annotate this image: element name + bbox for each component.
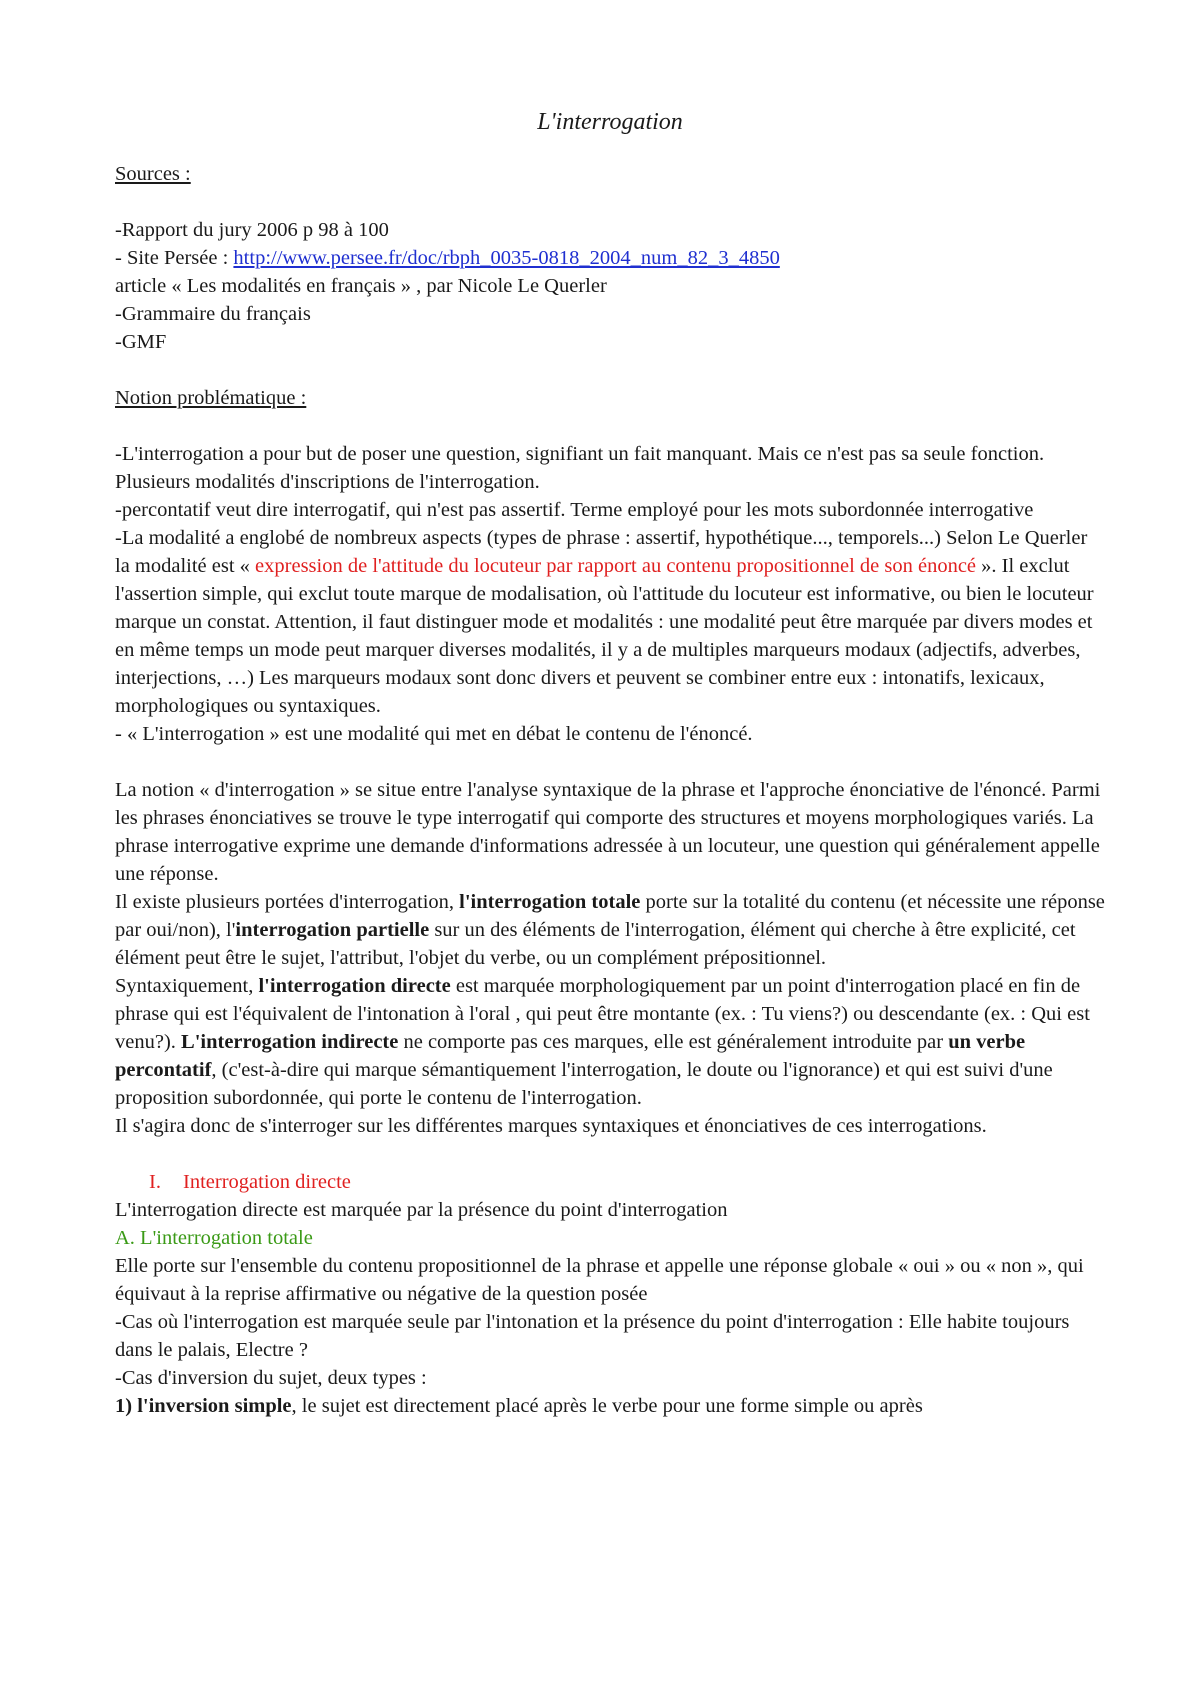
- spacer: [115, 1140, 1105, 1168]
- source-gmf: -GMF: [115, 331, 167, 353]
- highlighted-definition: expression de l'attitude du locuteur par rapport au contenu propositionnel de son énoncé: [255, 555, 977, 577]
- text-run: Syntaxiquement,: [115, 975, 259, 997]
- notion-heading: Notion problématique :: [115, 387, 307, 409]
- section-heading: [115, 1168, 1105, 1196]
- notion-paragraph-3: [115, 524, 1105, 720]
- section-line-2: -Cas où l'interrogation est marquée seule par l'intonation et la présence du point d'interrogation : Elle habite toujours dans le palais, Electre ?: [115, 1311, 1070, 1361]
- bold-term: l'interrogation directe: [258, 975, 451, 997]
- bold-term: un verbe percontatif: [115, 1031, 1026, 1081]
- bold-term: l'interrogation totale: [459, 891, 641, 913]
- section-line-3: -Cas d'inversion du sujet, deux types :: [115, 1367, 427, 1389]
- body-paragraph-3: [115, 972, 1105, 1112]
- body-paragraph-1: La notion « d'interrogation » se situe entre l'analyse syntaxique de la phrase et l'approche énonciative de l'énoncé. Parmi les phrases énonciatives se trouve le type interrogatif qui comporte des structures et moyens morphologiques variés. La phrase interrogative exprime une demande d'informations adressée à un locuteur, une question qui généralement appelle une réponse.: [115, 779, 1101, 885]
- source-persee: [115, 244, 1105, 272]
- text-run: Il existe plusieurs portées d'interrogation,: [115, 891, 460, 913]
- source-grammaire: -Grammaire du français: [115, 303, 311, 325]
- spacer: [115, 356, 1105, 384]
- text-run: , le sujet est directement placé après le verbe pour une forme simple ou après: [291, 1395, 923, 1417]
- text-run: sur un des éléments de l'interrogation, élément qui cherche à être explicité, cet élément peut être le sujet, l'attribut, l'objet du verbe, ou un complément prépositionnel.: [115, 919, 1076, 969]
- text-run: est marquée morphologiquement par un point d'interrogation placé en fin de phrase qui est l'équivalent de l'intonation à l'oral , qui peut être montante (ex. : Tu viens?) ou descendante (ex. : Qui est venu?).: [115, 975, 1090, 1053]
- bold-term: 1) l'inversion simple: [115, 1395, 292, 1417]
- section-line-4: [115, 1392, 1105, 1420]
- spacer: [115, 412, 1105, 440]
- persee-link[interactable]: http://www.persee.fr/doc/rbph_0035-0818_2004_num_82_3_4850: [233, 247, 780, 269]
- bold-term: L'interrogation indirecte: [181, 1031, 399, 1053]
- notion-paragraph-2: -percontatif veut dire interrogatif, qui n'est pas assertif. Terme employé pour les mots subordonnée interrogative: [115, 499, 1034, 521]
- subsection-heading: A. L'interrogation totale: [115, 1227, 313, 1249]
- source-jury: -Rapport du jury 2006 p 98 à 100: [115, 219, 389, 241]
- bold-term: interrogation partielle: [235, 919, 430, 941]
- text-run: , (c'est-à-dire qui marque sémantiquement l'interrogation, le doute ou l'ignorance) et qui est suivi d'une proposition subordonnée, qui porte le contenu de l'interrogation.: [115, 1059, 1053, 1109]
- body-paragraph-2: [115, 888, 1105, 972]
- document-page: [115, 108, 1105, 1420]
- source-persee-label: - Site Persée :: [115, 247, 234, 269]
- section-line-1: Elle porte sur l'ensemble du contenu propositionnel de la phrase et appelle une réponse globale « oui » ou « non », qui équivaut à la reprise affirmative ou négative de la question posée: [115, 1255, 1084, 1305]
- text-run: -La modalité a englobé de nombreux aspects (types de phrase : assertif, hypothétique..., temporels...) Selon Le Querler la modalité est «: [115, 527, 1088, 577]
- text-run: ne comporte pas ces marques, elle est généralement introduite par: [398, 1031, 949, 1053]
- section-title: Interrogation directe: [183, 1171, 351, 1193]
- section-intro: L'interrogation directe est marquée par la présence du point d'interrogation: [115, 1199, 728, 1221]
- notion-paragraph-4: - « L'interrogation » est une modalité qui met en débat le contenu de l'énoncé.: [115, 723, 753, 745]
- sources-heading: Sources :: [115, 163, 191, 185]
- document-title: L'interrogation: [537, 109, 683, 135]
- text-run: porte sur la totalité du contenu (et nécessite une réponse par oui/non), l': [115, 891, 1105, 941]
- section-number: I.: [149, 1171, 161, 1193]
- text-run: ». Il exclut l'assertion simple, qui exclut toute marque de modalisation, où l'attitude du locuteur est informative, ou bien le locuteur marque un constat. Attention, il faut distinguer mode et modalités : une modalité peut être marquée par divers modes et en même temps un mode peut marquer diverses modalités, il y a de multiples marqueurs modaux (adjectifs, adverbes, interjections, …) Les marqueurs modaux sont donc divers et peuvent se combiner entre eux : intonatifs, lexicaux, morphologiques ou syntaxiques.: [115, 555, 1094, 717]
- spacer: [115, 188, 1105, 216]
- body-paragraph-4: Il s'agira donc de s'interroger sur les différentes marques syntaxiques et énonciatives de ces interrogations.: [115, 1115, 987, 1137]
- spacer: [115, 748, 1105, 776]
- notion-paragraph-1: -L'interrogation a pour but de poser une question, signifiant un fait manquant. Mais ce n'est pas sa seule fonction. Plusieurs modalités d'inscriptions de l'interrogation.: [115, 443, 1045, 493]
- source-article: article « Les modalités en français » , par Nicole Le Querler: [115, 275, 607, 297]
